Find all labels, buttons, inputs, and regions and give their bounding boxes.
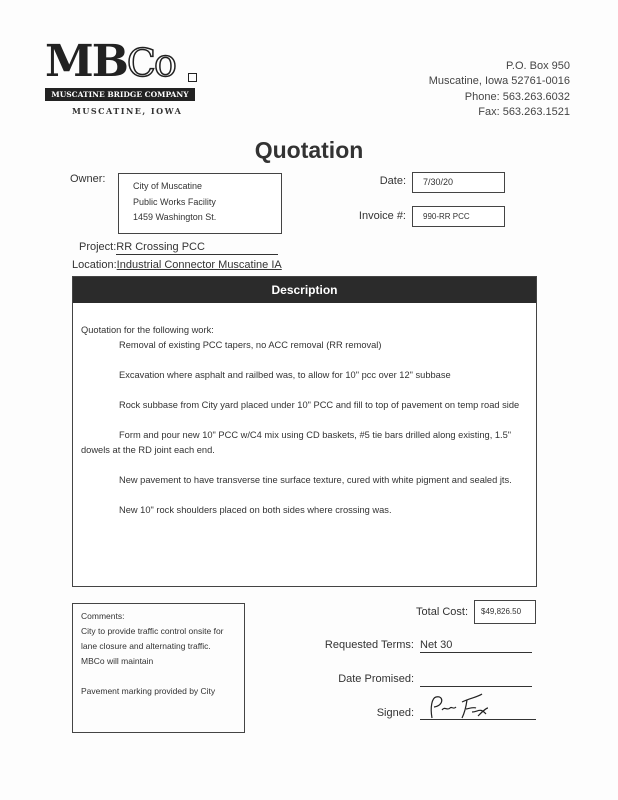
work-item: Form and pour new 10" PCC w/C4 mix using CD baskets, #5 tie bars drilled along existing, 1.5" dowels at the RD joint each end.	[81, 430, 512, 455]
signed-label: Signed:	[376, 707, 414, 719]
terms-value: Net 30	[420, 638, 532, 653]
company-logo: MBCo	[45, 36, 175, 87]
logo-square	[188, 73, 197, 82]
address-line: P.O. Box 950	[505, 60, 570, 72]
comments-label: Comments:	[81, 611, 125, 621]
description-header: Description	[73, 277, 536, 303]
work-item: New pavement to have transverse tine surface texture, cured with white pigment and sealed jts.	[119, 475, 512, 485]
address-line: Muscatine, Iowa 52761-0016	[428, 75, 570, 88]
project-value: RR Crossing PCC	[116, 240, 278, 255]
comment-text: Pavement marking provided by City	[81, 686, 216, 696]
date-field: 7/30/20	[412, 172, 505, 193]
date-promised-label: Date Promised:	[338, 673, 414, 685]
owner-box	[118, 173, 282, 234]
work-item: Removal of existing PCC tapers, no ACC removal (RR removal)	[119, 340, 382, 350]
owner-label: Owner:	[70, 173, 106, 185]
comments-box	[72, 603, 245, 733]
work-item: New 10" rock shoulders placed on both sides where crossing was.	[119, 505, 392, 515]
description-intro: Quotation for the following work:	[81, 325, 214, 335]
project-row	[79, 240, 278, 255]
date-promised-value	[420, 672, 532, 687]
date-label: Date:	[379, 175, 406, 187]
location-label: Location:	[72, 259, 117, 271]
description-body	[73, 303, 536, 518]
location-value: Industrial Connector Muscatine IA	[116, 259, 282, 271]
fax: Fax: 563.263.1521	[478, 105, 570, 118]
invoice-label: Invoice #:	[358, 210, 406, 222]
project-label: Project:	[79, 241, 117, 253]
comment-text: City to provide traffic control onsite for lane closure and alternating traffic. MBCo will maintain	[81, 626, 224, 666]
signature	[422, 692, 502, 722]
work-item: Excavation where asphalt and railbed was, to allow for 10" pcc over 12" subbase	[119, 370, 451, 380]
logo-city: MUSCATINE, IOWA	[72, 106, 183, 116]
work-item: Rock subbase from City yard placed under 10" PCC and fill to top of pavement on temp road side	[119, 400, 520, 410]
phone: Phone: 563.263.6032	[464, 90, 570, 103]
location-row	[72, 258, 282, 272]
invoice-field: 990-RR PCC	[412, 206, 505, 227]
document-title: Quotation	[254, 137, 364, 163]
company-address	[429, 59, 570, 120]
owner-line: City of Muscatine	[133, 181, 203, 191]
total-cost-value: $49,826.50	[474, 600, 536, 624]
owner-line: 1459 Washington St.	[133, 212, 217, 222]
total-cost-label: Total Cost:	[416, 606, 468, 618]
owner-line: Public Works Facility	[133, 196, 216, 207]
terms-label: Requested Terms:	[324, 639, 414, 651]
logo-banner: MUSCATINE BRIDGE COMPANY	[45, 88, 195, 101]
description-section	[72, 276, 537, 587]
